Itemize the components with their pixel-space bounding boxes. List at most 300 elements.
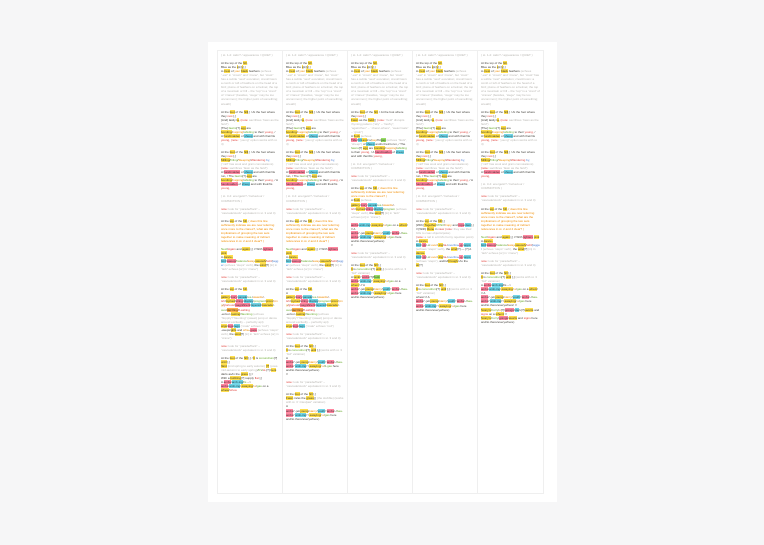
- text-segment: ambs: [286, 360, 294, 365]
- text-segment: /: [317, 295, 319, 300]
- text-segment: Filing: [230, 158, 238, 163]
- text-segment: of: [230, 69, 235, 74]
- text-segment: ( does this line sufficiently indicate we are now referring once more to the cranes?, what are the implications of grouping the two sets together to make meaning of indirect references in st. 2 and 4 clear? ): [286, 218, 340, 243]
- text-segment: [,] / At the foot where they: [416, 149, 471, 159]
- text-segment: foot: [229, 149, 235, 154]
- text-segment: /: [256, 384, 257, 389]
- text-segment: At the: [286, 109, 295, 114]
- text-segment: /: [222, 303, 224, 308]
- text-block: [286, 380, 344, 388]
- text-segment: es-: [248, 295, 253, 300]
- text-segment: lamb: [353, 275, 361, 280]
- text-block: [351, 263, 409, 299]
- text-segment: (note:: [425, 137, 434, 142]
- text-segment: Next: [286, 246, 293, 251]
- text-segment: Tide: [351, 137, 357, 142]
- text-segment: /: [516, 287, 517, 292]
- text-segment: curry: [491, 315, 499, 320]
- text-segment: /“: [454, 299, 457, 304]
- text-segment: /: [510, 158, 511, 163]
- text-segment: ta-: [443, 255, 448, 260]
- text-segment: /“/: [501, 299, 504, 304]
- text-segment: of the: [299, 109, 309, 114]
- text-segment: gas: [454, 303, 460, 308]
- text-segment: dance-: [483, 238, 493, 243]
- text-segment: (note:: [286, 166, 294, 171]
- text-segment: of the: [429, 149, 439, 154]
- text-segment: until: [221, 360, 227, 365]
- text-segment: /: [257, 368, 259, 373]
- text-segment: /: [247, 295, 249, 300]
- text-block: [286, 219, 344, 243]
- text-segment: amb-ing: [360, 291, 372, 296]
- text-segment: napping: [232, 178, 244, 183]
- text-segment: /: [442, 255, 444, 260]
- text-segment: /-/: [334, 408, 337, 413]
- text-segment: /: [311, 259, 313, 264]
- text-block: [481, 194, 540, 202]
- text-segment: [?]: [419, 263, 423, 268]
- text-segment: [?]: [501, 275, 506, 280]
- text-segment: fawns: [299, 174, 308, 179]
- text-segment: hill: [243, 218, 247, 223]
- text-segment: sway: [507, 242, 515, 247]
- text-segment: of the: [233, 287, 244, 292]
- text-segment: (note:: [230, 137, 239, 142]
- text-segment: /: [382, 202, 384, 207]
- text-segment: wind: [259, 263, 266, 268]
- text-segment: amb-ing: [231, 380, 243, 385]
- text-segment: /: [235, 259, 237, 264]
- text-segment: dance-: [418, 238, 428, 243]
- text-segment: At the: [221, 149, 230, 154]
- text-segment: parade: [302, 295, 313, 300]
- text-segment: is: [417, 287, 422, 292]
- text-segment: sacrifices “fawn as the field”): [286, 117, 344, 126]
- text-segment: note:: [221, 343, 228, 348]
- text-segment: /: [426, 129, 428, 134]
- text-segment: [,]: [297, 113, 301, 118]
- text-segment: -g-: [459, 242, 464, 247]
- section-header: [351, 53, 409, 57]
- text-segment: [k]: [498, 65, 502, 70]
- text-segment: (note:: [481, 166, 489, 171]
- text-segment: fawns: [228, 125, 237, 130]
- text-segment: (note:: [435, 117, 444, 122]
- text-segment: the: [445, 246, 452, 251]
- text-segment: y: [436, 65, 439, 70]
- text-segment: and with their/its: [249, 182, 273, 187]
- text-segment: (poss. mid-autumn to early spring): [221, 364, 279, 373]
- text-segment: Next: [221, 246, 228, 251]
- text-segment: ( st. 1-2: calm? / appearance / QUIET ): [221, 53, 273, 57]
- text-segment: young: [300, 408, 309, 413]
- text-segment: /: [227, 246, 229, 251]
- text-segment: note:: [286, 275, 293, 280]
- text-segment: handmaiden: [221, 182, 238, 187]
- text-segment: again: [242, 246, 250, 251]
- text-segment: gas: [516, 287, 522, 292]
- text-segment: hill: [503, 149, 508, 154]
- text-segment: es-: [378, 202, 383, 207]
- text-segment: to their: [253, 129, 265, 134]
- text-segment: conundrum: [486, 275, 502, 280]
- text-segment: Milling: [416, 158, 425, 163]
- text-segment: -swaying: [438, 303, 451, 308]
- text-segment: crest: [288, 69, 296, 74]
- text-segment: [And] lastly: [416, 117, 432, 122]
- text-segment: are: [440, 125, 446, 130]
- text-segment: by,: [266, 158, 270, 163]
- text-segment: parade: [237, 295, 248, 300]
- text-segment: hill: [373, 61, 377, 66]
- text-segment: fawns: [488, 125, 497, 130]
- text-segment: [And] lastly: [481, 117, 497, 122]
- text-segment: At the top of the: [221, 61, 244, 66]
- text-segment: [?]: [265, 263, 270, 268]
- text-segment: note:: [481, 194, 488, 199]
- text-segment: At the: [416, 149, 425, 154]
- text-segment: /: [531, 242, 533, 247]
- text-segment: of the: [234, 356, 244, 360]
- text-segment: field: [368, 117, 374, 122]
- text-segment: la: [301, 117, 304, 122]
- text-segment: of: [305, 133, 310, 138]
- text-segment: young,: [221, 137, 231, 142]
- text-segment: feathers: [313, 69, 326, 74]
- text-segment: and with their/its: [314, 182, 338, 187]
- text-segment: of: [490, 69, 495, 74]
- text-segment: /“/: [436, 303, 439, 308]
- text-segment: /: [490, 307, 492, 312]
- text-segment: awards: [318, 295, 328, 300]
- text-segment: amb-ing: [229, 384, 241, 389]
- text-segment: gallery: [286, 295, 295, 300]
- text-block: [286, 61, 344, 106]
- text-segment: of: [240, 133, 245, 138]
- text-segment: [,]: [226, 360, 230, 365]
- text-segment: here: [524, 299, 532, 304]
- text-segment: [in] in “lark” echoes [or] in “crane”): [286, 263, 343, 272]
- text-segment: the: [512, 246, 518, 251]
- text-segment: -s: [385, 279, 389, 284]
- text-segment: sheep: [504, 133, 513, 138]
- text-segment: A: [416, 238, 419, 243]
- text-segment: /: [438, 178, 440, 183]
- text-segment: s: [366, 65, 369, 70]
- section-header: [416, 194, 474, 202]
- text-segment: ambs: [286, 408, 294, 413]
- text-segment: the: [368, 210, 375, 215]
- text-segment: At the: [286, 218, 295, 223]
- text-segment: [?]: [371, 267, 376, 272]
- text-segment: -er/our: [286, 311, 296, 316]
- text-segment: “young” option works with st. 4): [416, 137, 473, 146]
- text-segment: wigs: [221, 323, 228, 328]
- text-segment: wigs: [286, 323, 293, 328]
- text-segment: note:: [351, 250, 358, 255]
- text-segment: -swaying: [370, 222, 383, 227]
- text-segment: /ils -->: [502, 283, 511, 288]
- text-segment: [,]: [427, 154, 431, 159]
- text-segment: /“: [389, 230, 392, 235]
- text-segment: gas: [324, 412, 330, 417]
- text-segment: to their: [351, 150, 362, 155]
- text-segment: dance-: [416, 251, 426, 256]
- text-segment: /: [271, 259, 273, 264]
- text-segment: /: [429, 255, 431, 260]
- text-segment: “-est” in “crown” and “crane”, but “crest” has a subtle “nest” evocation; crest/crown: a comb or tuft of feathers on the head of a bird; plume of feathers on a helmet; the top of a mountain or hill – the “top” is a “crest” of “cranes” (besides, “siege” may be too uncommon); the higher point of something; wreath): [221, 73, 279, 106]
- text-segment: of: [391, 150, 396, 155]
- text-segment: egg: [240, 125, 246, 130]
- text-segment: (“mill” has wool and grain connotations): [286, 162, 339, 167]
- text-segment: flaunting: [306, 311, 318, 316]
- text-block: [481, 110, 540, 146]
- text-segment: Milling: [481, 158, 490, 163]
- text-segment: /: [518, 299, 520, 304]
- text-segment: ,: [246, 61, 248, 66]
- text-segment: logs: [292, 323, 299, 328]
- text-segment: ,: [246, 287, 248, 292]
- text-segment: ivory: [295, 295, 303, 300]
- text-segment: and/to there/everywhere): [286, 368, 320, 373]
- text-segment: sheep: [306, 182, 315, 187]
- text-segment: prom: [265, 299, 273, 304]
- text-block: [481, 235, 540, 255]
- text-segment: black: [306, 69, 314, 74]
- text-segment: young,: [286, 137, 296, 142]
- text-segment: /: [294, 158, 296, 163]
- text-segment: /“: [371, 279, 373, 284]
- text-segment: /: [250, 158, 251, 163]
- text-segment: sway: [247, 259, 255, 264]
- text-segment: are: [505, 125, 511, 130]
- text-segment: to their: [253, 178, 265, 183]
- text-segment: /: [432, 158, 434, 163]
- text-segment: /: [495, 242, 497, 247]
- text-segment: (note:: [416, 234, 424, 239]
- text-segment: /: [497, 158, 499, 163]
- text-segment: (the stubble) (works with st. 3 “cites/jaw” variation): [286, 396, 344, 405]
- text-segment: /-/: [464, 299, 467, 304]
- text-segment: hill: [503, 109, 508, 114]
- text-segment: ta-: [443, 242, 448, 247]
- text-segment: hill: [308, 61, 312, 66]
- text-segment: [?]: [437, 174, 442, 179]
- text-segment: by,: [461, 158, 465, 163]
- text-segment: note:: [416, 271, 423, 276]
- text-segment: hill: [373, 186, 377, 191]
- text-segment: (works with st. 3 “bid” variation): [286, 347, 342, 356]
- text-segment: /: [312, 295, 314, 300]
- text-segment: A: [481, 170, 484, 175]
- text-segment: /: [438, 129, 440, 134]
- text-segment: napping: [297, 178, 309, 183]
- text-segment: /: [231, 178, 233, 183]
- text-segment: rest: [292, 154, 298, 159]
- doc-column-4: [413, 51, 478, 493]
- text-segment: display: [373, 206, 384, 211]
- text-segment: [k]: [368, 65, 372, 70]
- text-segment: /: [253, 299, 254, 304]
- text-segment: -s: [386, 234, 389, 239]
- text-segment: (echoes: [360, 133, 372, 138]
- text-segment: baa-: [336, 360, 343, 365]
- text-segment: /: [498, 307, 500, 312]
- text-segment: awards: [253, 295, 263, 300]
- text-segment: ambs: [326, 408, 335, 413]
- text-segment: crest: [483, 69, 491, 74]
- text-block: [221, 275, 279, 283]
- text-segment: whem: [495, 311, 504, 316]
- text-segment: handmaiden: [418, 133, 436, 138]
- text-segment: are: [251, 174, 257, 179]
- text-segment: baa-: [336, 408, 343, 413]
- text-segment: magnificent: [299, 303, 316, 308]
- text-segment: (note:: [377, 117, 385, 122]
- text-segment: ambs: [391, 287, 400, 292]
- text-segment: handmaiden: [286, 182, 303, 187]
- text-segment: parade: [367, 202, 378, 207]
- text-segment: /: [426, 178, 428, 183]
- text-segment: pink: [533, 234, 540, 239]
- text-segment: ambs: [286, 364, 294, 369]
- text-block: [221, 207, 279, 215]
- text-segment: note:: [416, 206, 423, 211]
- text-block: [221, 247, 279, 271]
- text-segment: [The]: [221, 125, 229, 130]
- text-segment: bonding: [374, 145, 385, 150]
- text-segment: rest: [357, 113, 363, 118]
- text-block: [416, 219, 474, 268]
- text-segment: abiding: [504, 129, 514, 134]
- text-segment: and/to there/everywhere): [286, 416, 320, 421]
- text-segment: -->: [246, 380, 251, 385]
- text-segment: “young” option works with st. 4): [286, 137, 343, 146]
- text-segment: young,: [221, 186, 231, 191]
- text-segment: /: [442, 242, 444, 247]
- text-segment: /: [525, 242, 527, 247]
- text-segment: la: [236, 117, 239, 122]
- text-segment: starry: [309, 408, 317, 413]
- text-segment: baa-: [401, 230, 408, 235]
- text-segment: flard: [221, 364, 227, 369]
- text-segment: legs: [234, 323, 240, 328]
- text-segment: twirl: [331, 259, 337, 264]
- text-segment: sheep: [309, 170, 318, 175]
- text-segment: foot: [294, 392, 300, 397]
- text-segment: to their: [448, 178, 460, 183]
- text-block: [221, 344, 279, 352]
- text-segment: ambs: [481, 287, 489, 292]
- text-segment: [,]: [258, 376, 263, 381]
- text-block: [351, 223, 409, 247]
- text-segment: At the: [286, 149, 295, 154]
- text-segment: of: [305, 170, 310, 175]
- text-segment: Sleeping: [303, 158, 316, 163]
- text-segment: wind: [451, 246, 458, 251]
- text-segment: [,]: [313, 396, 318, 401]
- text-segment: sheep: [244, 170, 253, 175]
- text-segment: ,: [506, 206, 509, 211]
- text-segment: avorts: [525, 307, 534, 312]
- text-segment: and with their/its: [512, 170, 536, 175]
- text-segment: /: [443, 222, 445, 227]
- text-segment: top: [229, 287, 234, 292]
- text-segment: rope: [458, 222, 465, 227]
- text-segment: sacrifices “fawn as the field”): [221, 117, 279, 126]
- text-segment: program: [253, 299, 266, 304]
- text-segment: of: [432, 182, 437, 187]
- text-segment: bonding: [286, 129, 297, 134]
- text-segment: u: [499, 307, 501, 312]
- text-segment: twirl: [526, 242, 532, 247]
- text-segment: signs: [523, 315, 531, 320]
- text-segment: bonding: [286, 178, 297, 183]
- text-segment: ambs: [223, 380, 232, 385]
- text-segment: Sleeping: [498, 158, 511, 163]
- text-segment: ,: [311, 218, 314, 223]
- text-segment: grass: [240, 372, 249, 377]
- text-segment: ( st. 1-2: calm? / appearance / QUIET ): [351, 53, 403, 57]
- text-segment: top: [229, 218, 234, 223]
- text-segment: [,] / At the foot where they: [481, 109, 536, 118]
- text-segment: (echoes “steps” verb),: [224, 263, 254, 268]
- text-segment: handmaiden: [288, 170, 306, 175]
- text-segment: lighters: [263, 246, 273, 251]
- text-segment: hill: [373, 109, 378, 114]
- text-segment: baa-: [401, 287, 408, 292]
- text-segment: ( st. 1-2: calm? / appearance / QUIET ): [416, 53, 468, 57]
- text-segment: casting: [295, 311, 306, 316]
- text-segment: [,]: [441, 218, 446, 223]
- text-segment: ( does this line sufficiently indicate we are now referring once more to the cranes? ): [351, 186, 405, 199]
- text-block: [286, 275, 344, 283]
- text-segment: /: [503, 129, 505, 134]
- text-segment: here: [459, 303, 467, 308]
- text-segment: young,: [481, 174, 491, 179]
- text-segment: are: [368, 145, 375, 150]
- text-segment: of the: [428, 218, 439, 223]
- text-segment: “-est” in “crown” and “crane”, but “crest” has a subtle “nest” evocation; crest/crown: a comb or tuft of feathers on the head of a bird; plume of feathers on a helmet; the top of a mountain or hill – the “top” is a “crest” of “cranes” (besides, “siege” may be too uncommon); the higher point of something; wreath): [286, 73, 344, 106]
- text-segment: here and/to there/everywhere): [481, 315, 538, 324]
- text-block: [416, 271, 474, 279]
- text-segment: /: [533, 129, 536, 134]
- text-segment: /: [384, 279, 386, 284]
- text-segment: Again: [488, 234, 496, 239]
- text-segment: /: [320, 412, 322, 417]
- text-segment: dazzling: [291, 307, 303, 312]
- text-segment: Wandering: [445, 158, 461, 163]
- text-segment: until: [375, 267, 382, 272]
- text-segment: rest: [292, 113, 298, 118]
- section-header: [481, 182, 540, 190]
- text-segment: starry: [374, 230, 382, 235]
- text-segment: [,]: [297, 154, 301, 159]
- text-block: [481, 207, 540, 231]
- text-segment: bonding: [416, 178, 427, 183]
- text-segment: At the: [286, 343, 295, 348]
- text-segment: and with their/its: [444, 182, 468, 187]
- text-segment: string: [235, 299, 243, 304]
- text-segment: of: [240, 170, 245, 175]
- text-segment: whem: [351, 283, 360, 288]
- text-segment: fawns: [429, 174, 438, 179]
- text-segment: ambs: [456, 299, 465, 304]
- text-segment: es-: [313, 295, 318, 300]
- text-segment: look for “parade/flock” – “cascade/stock” equivalent in st. 3 and 4): [416, 206, 471, 215]
- text-segment: A: [286, 291, 289, 296]
